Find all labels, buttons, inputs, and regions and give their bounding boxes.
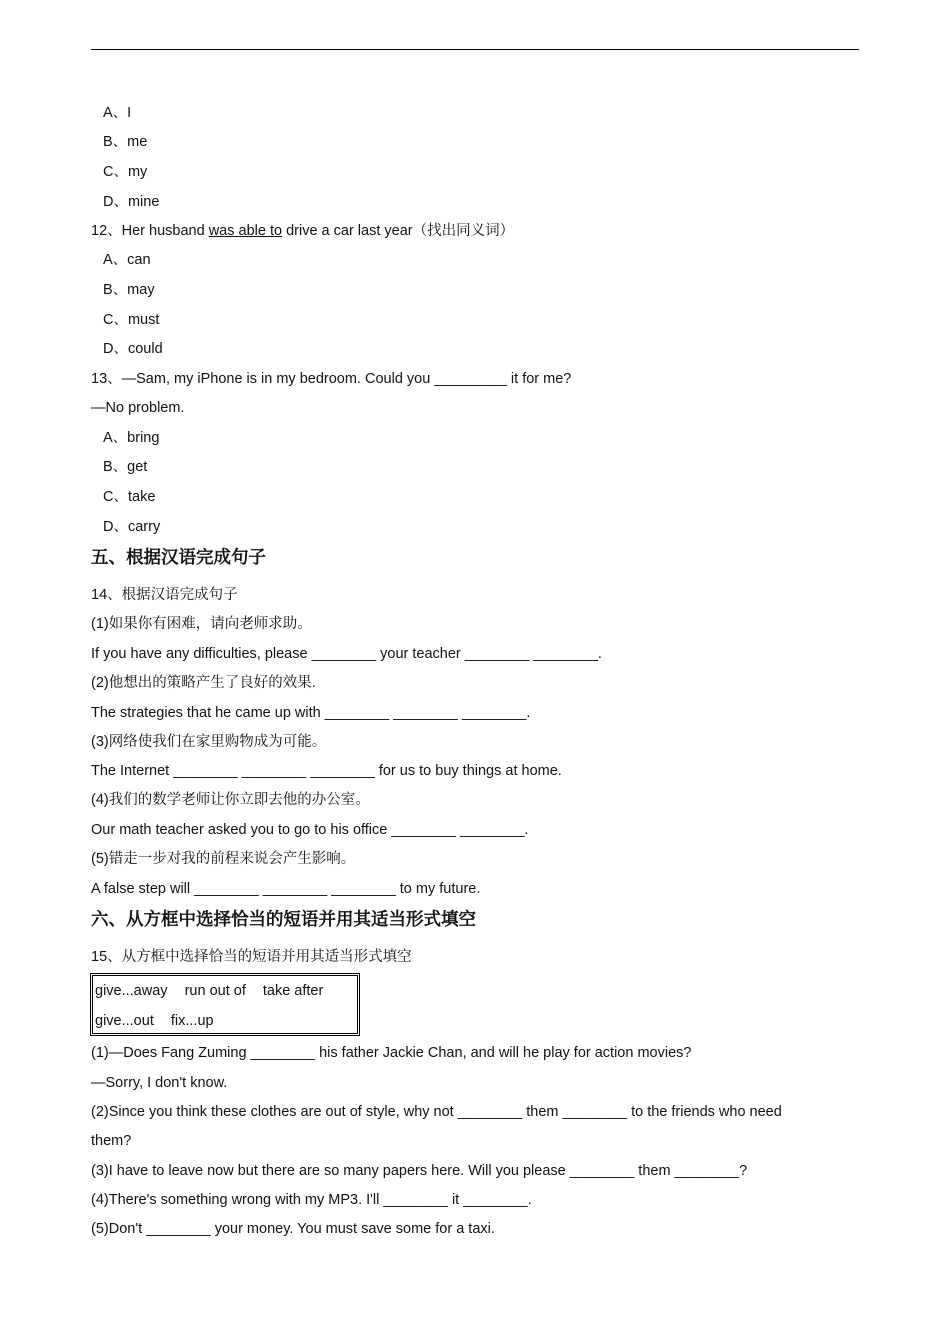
- phrase-take-after: take after: [262, 983, 324, 999]
- q11-option-d: D、mine: [103, 194, 160, 210]
- q14-item-4-english: Our math teacher asked you to go to his office ________ ________.: [91, 822, 529, 838]
- q14-item-5-chinese: (5)错走一步对我的前程来说会产生影响。: [91, 851, 356, 867]
- q13-option-a: A、bring: [103, 430, 160, 446]
- phrase-box-row-2: [95, 1011, 227, 1031]
- q12-option-a: A、can: [103, 252, 151, 268]
- q12-prefix: 12、Her husband: [91, 223, 209, 239]
- q15-title: 15、从方框中选择恰当的短语并用其适当形式填空: [91, 949, 412, 965]
- q15-line-3: (2)Since you think these clothes are out of style, why not ________ them ________ to the friends who need: [91, 1104, 782, 1120]
- q15-line-2: —Sorry, I don't know.: [91, 1075, 228, 1091]
- q12-option-d: D、could: [103, 341, 163, 357]
- q11-option-a: A、I: [103, 105, 132, 121]
- q13-option-c: C、take: [103, 489, 156, 505]
- phrase-fix-up: fix...up: [170, 1013, 214, 1029]
- phrase-box-row-1: [95, 981, 336, 1001]
- q14-item-2-chinese: (2)他想出的策略产生了良好的效果.: [91, 675, 316, 691]
- q14-item-1-chinese: (1)如果你有困难，请向老师求助。: [91, 616, 312, 632]
- q14-item-4-chinese: (4)我们的数学老师让你立即去他的办公室。: [91, 792, 370, 808]
- q12-underlined-phrase: was able to: [208, 223, 283, 239]
- phrase-run-out-of: run out of: [184, 983, 246, 999]
- q14-item-2-english: The strategies that he came up with ________ ________ ________.: [91, 705, 531, 721]
- q14-item-3-chinese: (3)网络使我们在家里购物成为可能。: [91, 734, 327, 750]
- q13-reply: —No problem.: [91, 400, 185, 416]
- q13-option-b: B、get: [103, 459, 148, 475]
- q12-suffix: drive a car last year（找出同义词）: [282, 223, 515, 239]
- q13-option-d: D、carry: [103, 519, 161, 535]
- q15-line-1: (1)—Does Fang Zuming ________ his father Jackie Chan, and will he play for action movies?: [91, 1045, 692, 1061]
- q12-option-b: B、may: [103, 282, 155, 298]
- q14-item-3-english: The Internet ________ ________ ________ for us to buy things at home.: [91, 763, 562, 779]
- q14-item-1-english: If you have any difficulties, please ________ your teacher ________ ________.: [91, 646, 602, 662]
- q14-item-5-english: A false step will ________ ________ ________ to my future.: [91, 881, 481, 897]
- header-rule: [91, 49, 859, 50]
- q15-line-7: (5)Don't ________ your money. You must save some for a taxi.: [91, 1221, 495, 1237]
- q12-question: [91, 221, 514, 241]
- q14-title: 14、根据汉语完成句子: [91, 587, 238, 603]
- q11-option-c: C、my: [103, 164, 148, 180]
- phrase-give-out: give...out: [95, 1013, 154, 1029]
- q15-line-6: (4)There's something wrong with my MP3. I'll ________ it ________.: [91, 1192, 532, 1208]
- q11-option-b: B、me: [103, 134, 148, 150]
- phrase-box: [90, 973, 360, 1036]
- q15-line-5: (3)I have to leave now but there are so many papers here. Will you please ________ them ________?: [91, 1163, 748, 1179]
- section-6-heading: 六、从方框中选择恰当的短语并用其适当形式填空: [91, 909, 476, 929]
- q15-line-4: them?: [91, 1133, 132, 1149]
- q13-question: 13、—Sam, my iPhone is in my bedroom. Could you _________ it for me?: [91, 371, 572, 387]
- section-5-heading: 五、根据汉语完成句子: [91, 547, 266, 567]
- phrase-give-away: give...away: [95, 983, 168, 999]
- q12-option-c: C、must: [103, 312, 160, 328]
